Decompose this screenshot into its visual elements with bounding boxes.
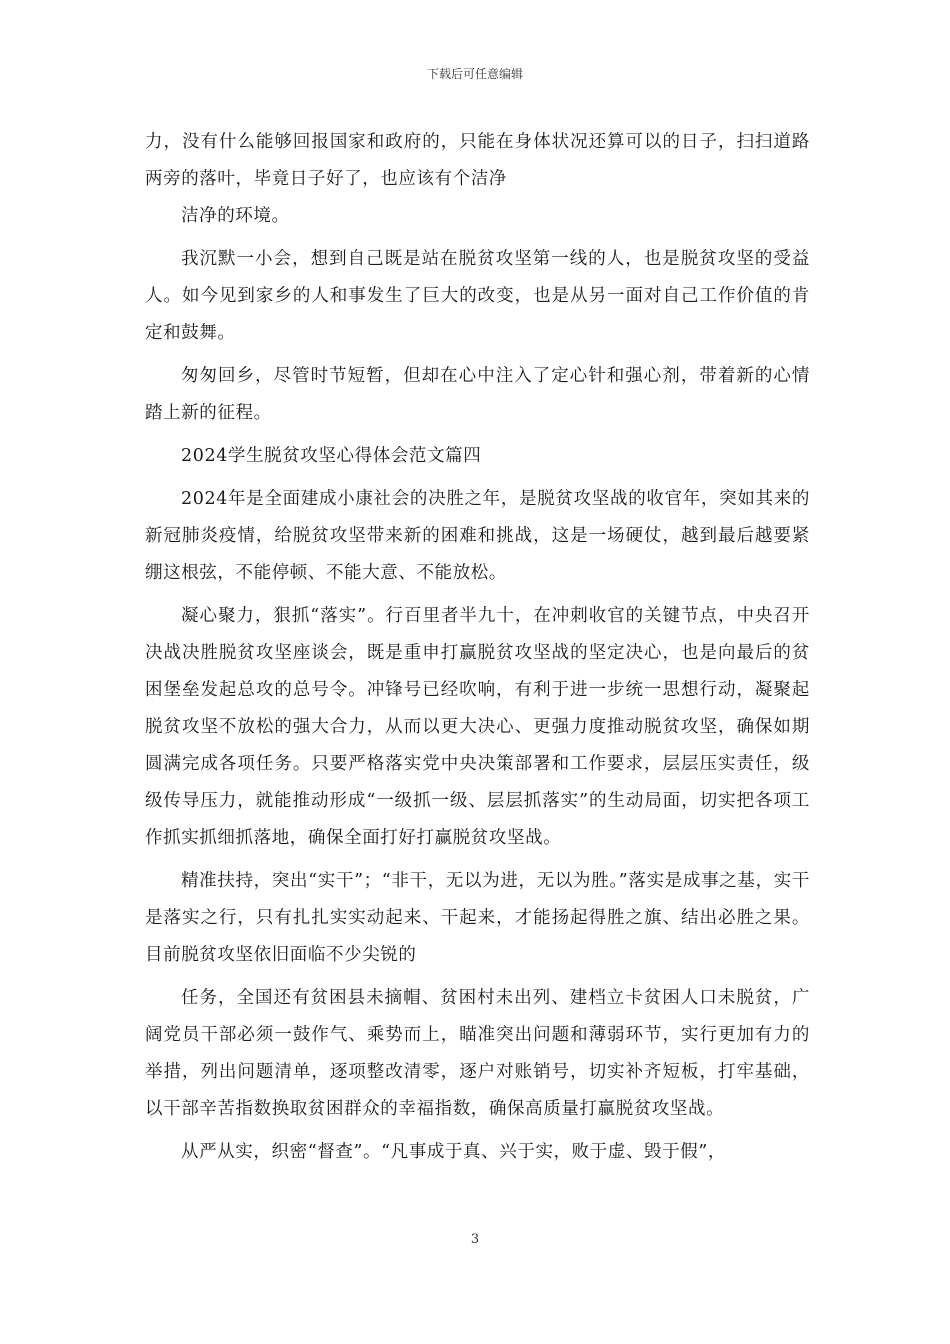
- paragraph-6: 凝心聚力，狠抓“落实”。行百里者半九十，在冲刺收官的关键节点，中央召开决战决胜脱贫攻坚座谈会，既是重申打赢脱贫攻坚战的坚定决心，也是向最后的贫困堡垒发起总攻的总号令。冲锋号已经吹响，有利于进一步统一思想行动，凝聚起脱贫攻坚不放松的强大合力，从而以更大决心、更强力度推动脱贫攻坚，确保如期圆满完成各项任务。只要严格落实党中央决策部署和工作要求，层层压实责任，级级传导压力，就能推动形成“一级抓一级、层层抓落实”的生动局面，切实把各项工作抓实抓细抓落地，确保全面打好打赢脱贫攻坚战。: [145, 606, 810, 848]
- section-heading: 2024学生脱贫攻坚心得体会范文篇四: [181, 446, 482, 466]
- paragraph-7: 精准扶持，突出“实干”；“非干，无以为进，无以为胜。”落实是成事之基，实干是落实之行，只有扎扎实实动起来、干起来，才能扬起得胜之旗、结出必胜之果。目前脱贫攻坚依旧面临不少尖锐的: [145, 871, 810, 965]
- document-body: [145, 124, 810, 1177]
- page-number: 3: [470, 1232, 480, 1247]
- paragraph-2: 洁净的环境。: [181, 206, 290, 226]
- paragraph-3: 我沉默一小会，想到自己既是站在脱贫攻坚第一线的人，也是脱贫攻坚的受益人。如今见到家乡的人和事发生了巨大的改变，也是从另一面对自己工作价值的肯定和鼓舞。: [145, 249, 810, 343]
- paragraph-1: 力，没有什么能够回报国家和政府的，只能在身体状况还算可以的日子，扫扫道路两旁的落叶，毕竟日子好了，也应该有个洁净: [145, 132, 810, 189]
- paragraph-5: 2024年是全面建成小康社会的决胜之年，是脱贫攻坚战的收官年，突如其来的新冠肺炎疫情，给脱贫攻坚带来新的困难和挑战，这是一场硬仗，越到最后越要紧绷这根弦，不能停顿、不能大意、不能放松。: [145, 489, 810, 583]
- page-header: 下载后可任意编辑: [426, 67, 523, 81]
- paragraph-9: 从严从实，织密“督查”。“凡事成于真、兴于实，败于虚、毁于假”，: [181, 1142, 726, 1162]
- paragraph-4: 匆匆回乡，尽管时节短暂，但却在心中注入了定心针和强心剂，带着新的心情踏上新的征程。: [145, 366, 810, 423]
- paragraph-8: 任务，全国还有贫困县未摘帽、贫困村未出列、建档立卡贫困人口未脱贫，广阔党员干部必须一鼓作气、乘势而上，瞄准突出问题和薄弱环节，实行更加有力的举措，列出问题清单，逐项整改清零，逐户对账销号，切实补齐短板，打牢基础，以干部辛苦指数换取贫困群众的幸福指数，确保高质量打赢脱贫攻坚战。: [145, 988, 810, 1119]
